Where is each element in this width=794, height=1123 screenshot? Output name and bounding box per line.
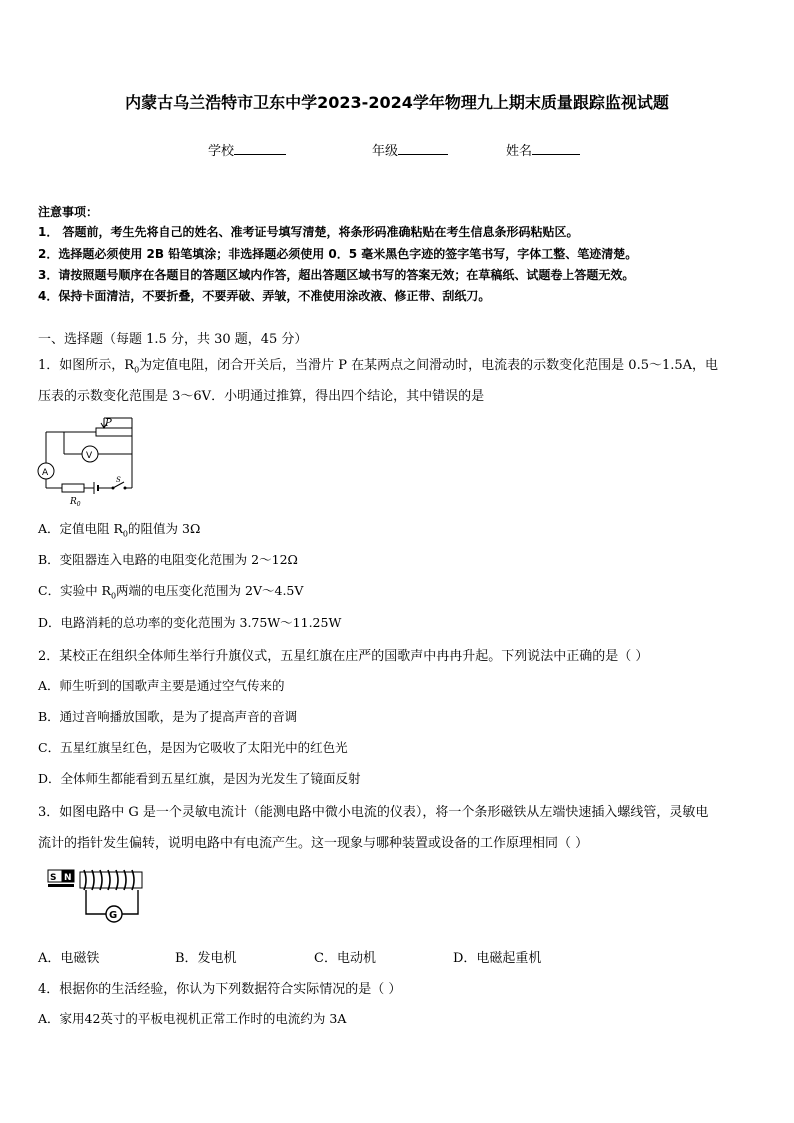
label-a: A bbox=[42, 468, 49, 478]
grade-field bbox=[372, 140, 448, 159]
school-field bbox=[208, 140, 286, 159]
q1-text: 为定值电阻，闭合开关后，当滑片 P 在某两点之间滑动时，电流表的示数变化范围是 0.5～1.5A，电 bbox=[139, 358, 719, 373]
school-blank[interactable] bbox=[234, 142, 286, 155]
page-title: 内蒙古乌兰浩特市卫东中学2023-2024学年物理九上期末质量跟踪监视试题 bbox=[125, 93, 669, 112]
magnet-base bbox=[48, 884, 74, 887]
section-heading: 一、选择题（每题 1.5 分，共 30 题，45 分） bbox=[38, 332, 308, 347]
q4-option-a[interactable]: A．家用42英寸的平板电视机正常工作时的电流约为 3A bbox=[38, 1011, 347, 1026]
name-label: 姓名 bbox=[506, 144, 533, 159]
q1-option-a-text: A．定值电阻 R bbox=[38, 521, 123, 536]
label-s: S bbox=[116, 476, 121, 484]
label-n: N bbox=[64, 873, 72, 883]
notice-heading: 注意事项： bbox=[38, 205, 99, 219]
q3-option-c[interactable]: C．电动机 bbox=[314, 951, 376, 966]
q2-option-c[interactable]: C．五星红旗呈红色，是因为它吸收了太阳光中的红色光 bbox=[38, 740, 348, 755]
q2-stem: 2．某校正在组织全体师生举行升旗仪式，五星红旗在庄严的国歌声中冉冉升起。下列说法中正确的是（ ） bbox=[38, 649, 649, 664]
label-v: V bbox=[86, 451, 93, 461]
q3-option-a[interactable]: A．电磁铁 bbox=[38, 951, 100, 966]
q1-option-c[interactable] bbox=[38, 581, 758, 601]
q3-stem-line1: 3．如图电路中 G 是一个灵敏电流计（能测电路中微小电流的仪表），将一个条形磁铁从左端快速插入螺线管，灵敏电 bbox=[38, 805, 709, 820]
notice-item: 3．请按照题号顺序在各题目的答题区域内作答，超出答题区域书写的答案无效；在草稿纸、试题卷上答题无效。 bbox=[38, 268, 635, 282]
q1-sub: 0 bbox=[134, 365, 140, 375]
q1-option-b[interactable]: B．变阻器连入电路的电阻变化范围为 2～12Ω bbox=[38, 552, 298, 567]
notice-item: 1． 答题前，考生先将自己的姓名、准考证号填写清楚，将条形码准确粘贴在考生信息条形码粘贴区。 bbox=[38, 225, 579, 239]
q1-option-c-text: C．实验中 R bbox=[38, 583, 111, 598]
q3-coil-figure bbox=[46, 866, 150, 928]
q1-stem-line1 bbox=[38, 354, 758, 375]
q1-option-a-sub: 0 bbox=[122, 529, 129, 539]
label-g: G bbox=[109, 910, 118, 921]
q3-stem-line2: 流计的指针发生偏转，说明电路中有电流产生。这一现象与哪种装置或设备的工作原理相同（ ） bbox=[38, 836, 589, 851]
q1-option-d[interactable]: D．电路消耗的总功率的变化范围为 3.75W～11.25W bbox=[38, 615, 342, 630]
name-blank[interactable] bbox=[532, 142, 580, 155]
label-p: P bbox=[105, 418, 112, 429]
label-r0: $R_0$ bbox=[70, 497, 81, 508]
resistor-symbol bbox=[62, 484, 84, 492]
grade-blank[interactable] bbox=[398, 142, 448, 155]
q1-option-a[interactable] bbox=[38, 519, 758, 539]
q4-stem: 4．根据你的生活经验，你认为下列数据符合实际情况的是（ ） bbox=[38, 982, 402, 997]
solenoid-symbol bbox=[80, 870, 142, 890]
label-s: S bbox=[50, 873, 57, 883]
school-label: 学校 bbox=[208, 144, 235, 159]
notice-item: 4．保持卡面清洁，不要折叠，不要弄破、弄皱，不准使用涂改液、修正带、刮纸刀。 bbox=[38, 289, 491, 303]
rheostat-symbol bbox=[96, 428, 132, 436]
q2-option-a[interactable]: A．师生听到的国歌声主要是通过空气传来的 bbox=[38, 678, 285, 693]
q3-option-b[interactable]: B．发电机 bbox=[175, 951, 237, 966]
q2-option-b[interactable]: B．通过音响播放国歌，是为了提高声音的音调 bbox=[38, 709, 298, 724]
q2-option-d[interactable]: D．全体师生都能看到五星红旗，是因为光发生了镜面反射 bbox=[38, 771, 361, 786]
grade-label: 年级 bbox=[372, 144, 399, 159]
q3-option-d[interactable]: D．电磁起重机 bbox=[453, 951, 542, 966]
q1-option-a-text: 的阻值为 3Ω bbox=[128, 521, 201, 536]
q1-option-c-text: 两端的电压变化范围为 2V～4.5V bbox=[116, 583, 304, 598]
notice-item: 2．选择题必须使用 2B 铅笔填涂；非选择题必须使用 0．5 毫米黑色字迹的签字笔书写，字体工整、笔迹清楚。 bbox=[38, 247, 638, 261]
q1-text: 1．如图所示，R bbox=[38, 358, 135, 373]
name-field bbox=[506, 140, 580, 159]
q1-circuit-figure bbox=[36, 412, 136, 512]
q1-stem-line2: 压表的示数变化范围是 3～6V．小明通过推算，得出四个结论，其中错误的是 bbox=[38, 389, 485, 404]
q1-option-c-sub: 0 bbox=[110, 591, 117, 601]
